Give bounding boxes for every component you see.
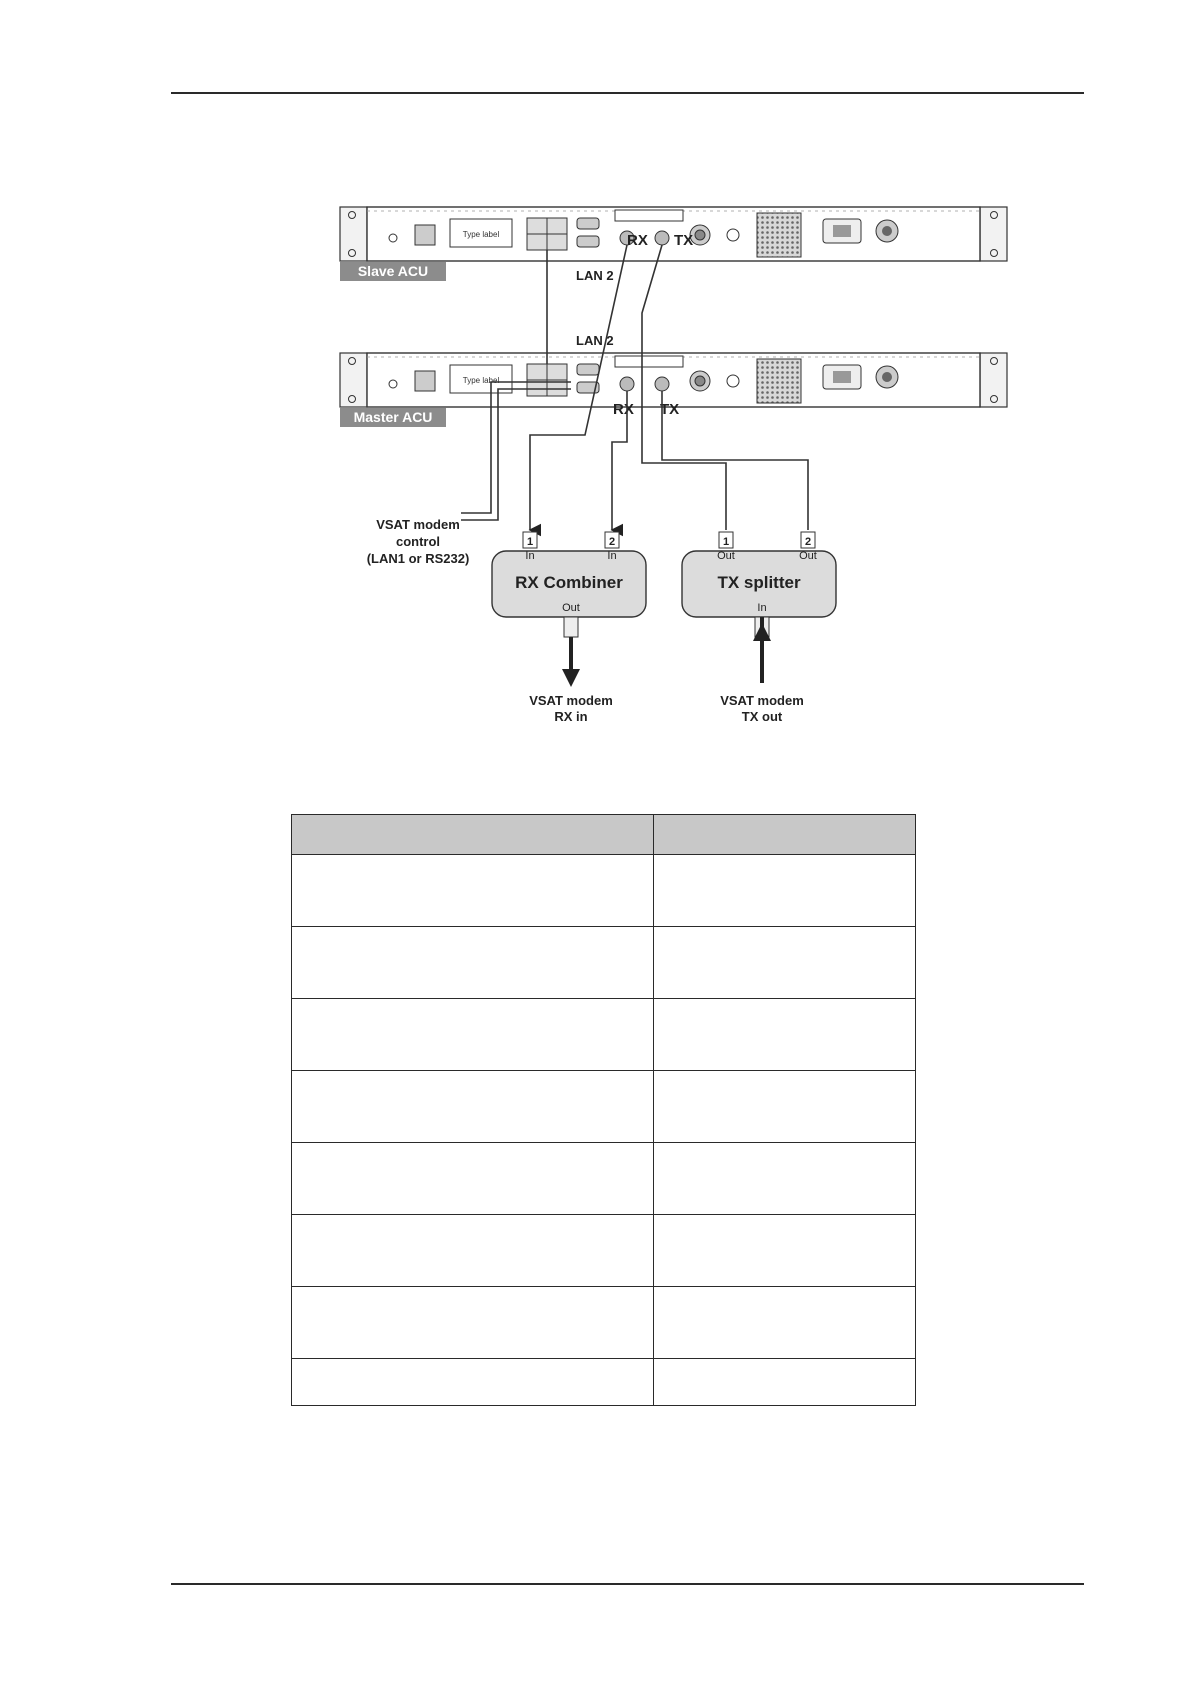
vsat-control-line-3: (LAN1 or RS232) (366, 551, 470, 566)
table-cell (654, 1287, 916, 1359)
table-row (292, 999, 916, 1071)
vsat-rx-line-1: VSAT modem (529, 693, 613, 708)
vsat-tx-line-1: VSAT modem (720, 693, 804, 708)
master-rx-label: RX (613, 401, 634, 418)
tx-splitter-title: TX splitter (717, 573, 801, 592)
type-label-master: Type label (462, 376, 500, 385)
tx-out1-number: 1 (722, 536, 730, 548)
table-header-cell (654, 815, 916, 855)
table-cell (654, 855, 916, 927)
tx-out2-number: 2 (804, 536, 812, 548)
header-rule (171, 92, 1084, 94)
tx-in-label: In (757, 602, 767, 614)
master-tx-label: TX (660, 401, 680, 418)
table-cell (292, 1215, 654, 1287)
lan2-upper-label: LAN 2 (576, 268, 614, 283)
table-header-cell (292, 815, 654, 855)
rx-out-arrow (562, 637, 580, 687)
slave-acu-label: Slave ACU (357, 263, 429, 279)
vsat-control-line-1: VSAT modem (376, 517, 460, 532)
master-acu-unit (340, 353, 1007, 407)
master-tx-cable (662, 391, 808, 530)
table-cell (654, 1359, 916, 1406)
table-row (292, 927, 916, 999)
vsat-control-cable-2 (461, 389, 571, 520)
table-row (292, 1359, 916, 1406)
vsat-control-line-2: control (395, 534, 441, 549)
rx-in1-number: 1 (526, 536, 534, 548)
table-cell (292, 1359, 654, 1406)
vsat-rx-line-2: RX in (554, 709, 588, 724)
rx-out-label: Out (562, 602, 580, 614)
slave-rx-label: RX (627, 232, 648, 249)
rx-combiner-title: RX Combiner (515, 573, 623, 592)
table-cell (292, 999, 654, 1071)
table-cell (292, 855, 654, 927)
vsat-tx-line-2: TX out (741, 709, 783, 724)
acu-connection-diagram (330, 195, 1010, 735)
table-cell (654, 927, 916, 999)
table-row (292, 1287, 916, 1359)
rx-in2-label: In (607, 550, 617, 562)
rx-in2-number: 2 (608, 536, 616, 548)
footer-rule (171, 1583, 1084, 1585)
lan2-lower-label: LAN 2 (576, 333, 614, 348)
table-cell (292, 927, 654, 999)
table-cell (292, 1071, 654, 1143)
tx-out2-label: Out (799, 550, 817, 562)
slave-tx-label: TX (674, 232, 694, 249)
table-header-row (292, 815, 916, 855)
type-label-slave: Type label (462, 230, 500, 239)
table-cell (292, 1287, 654, 1359)
table-row (292, 1071, 916, 1143)
table-row (292, 855, 916, 927)
master-acu-label: Master ACU (353, 409, 433, 425)
table-row (292, 1143, 916, 1215)
spec-table (291, 814, 916, 1406)
table-cell (654, 1143, 916, 1215)
table-cell (654, 999, 916, 1071)
table-cell (654, 1071, 916, 1143)
table-row (292, 1215, 916, 1287)
table-cell (654, 1215, 916, 1287)
table-cell (292, 1143, 654, 1215)
tx-out1-label: Out (717, 550, 735, 562)
rx-in1-label: In (525, 550, 535, 562)
